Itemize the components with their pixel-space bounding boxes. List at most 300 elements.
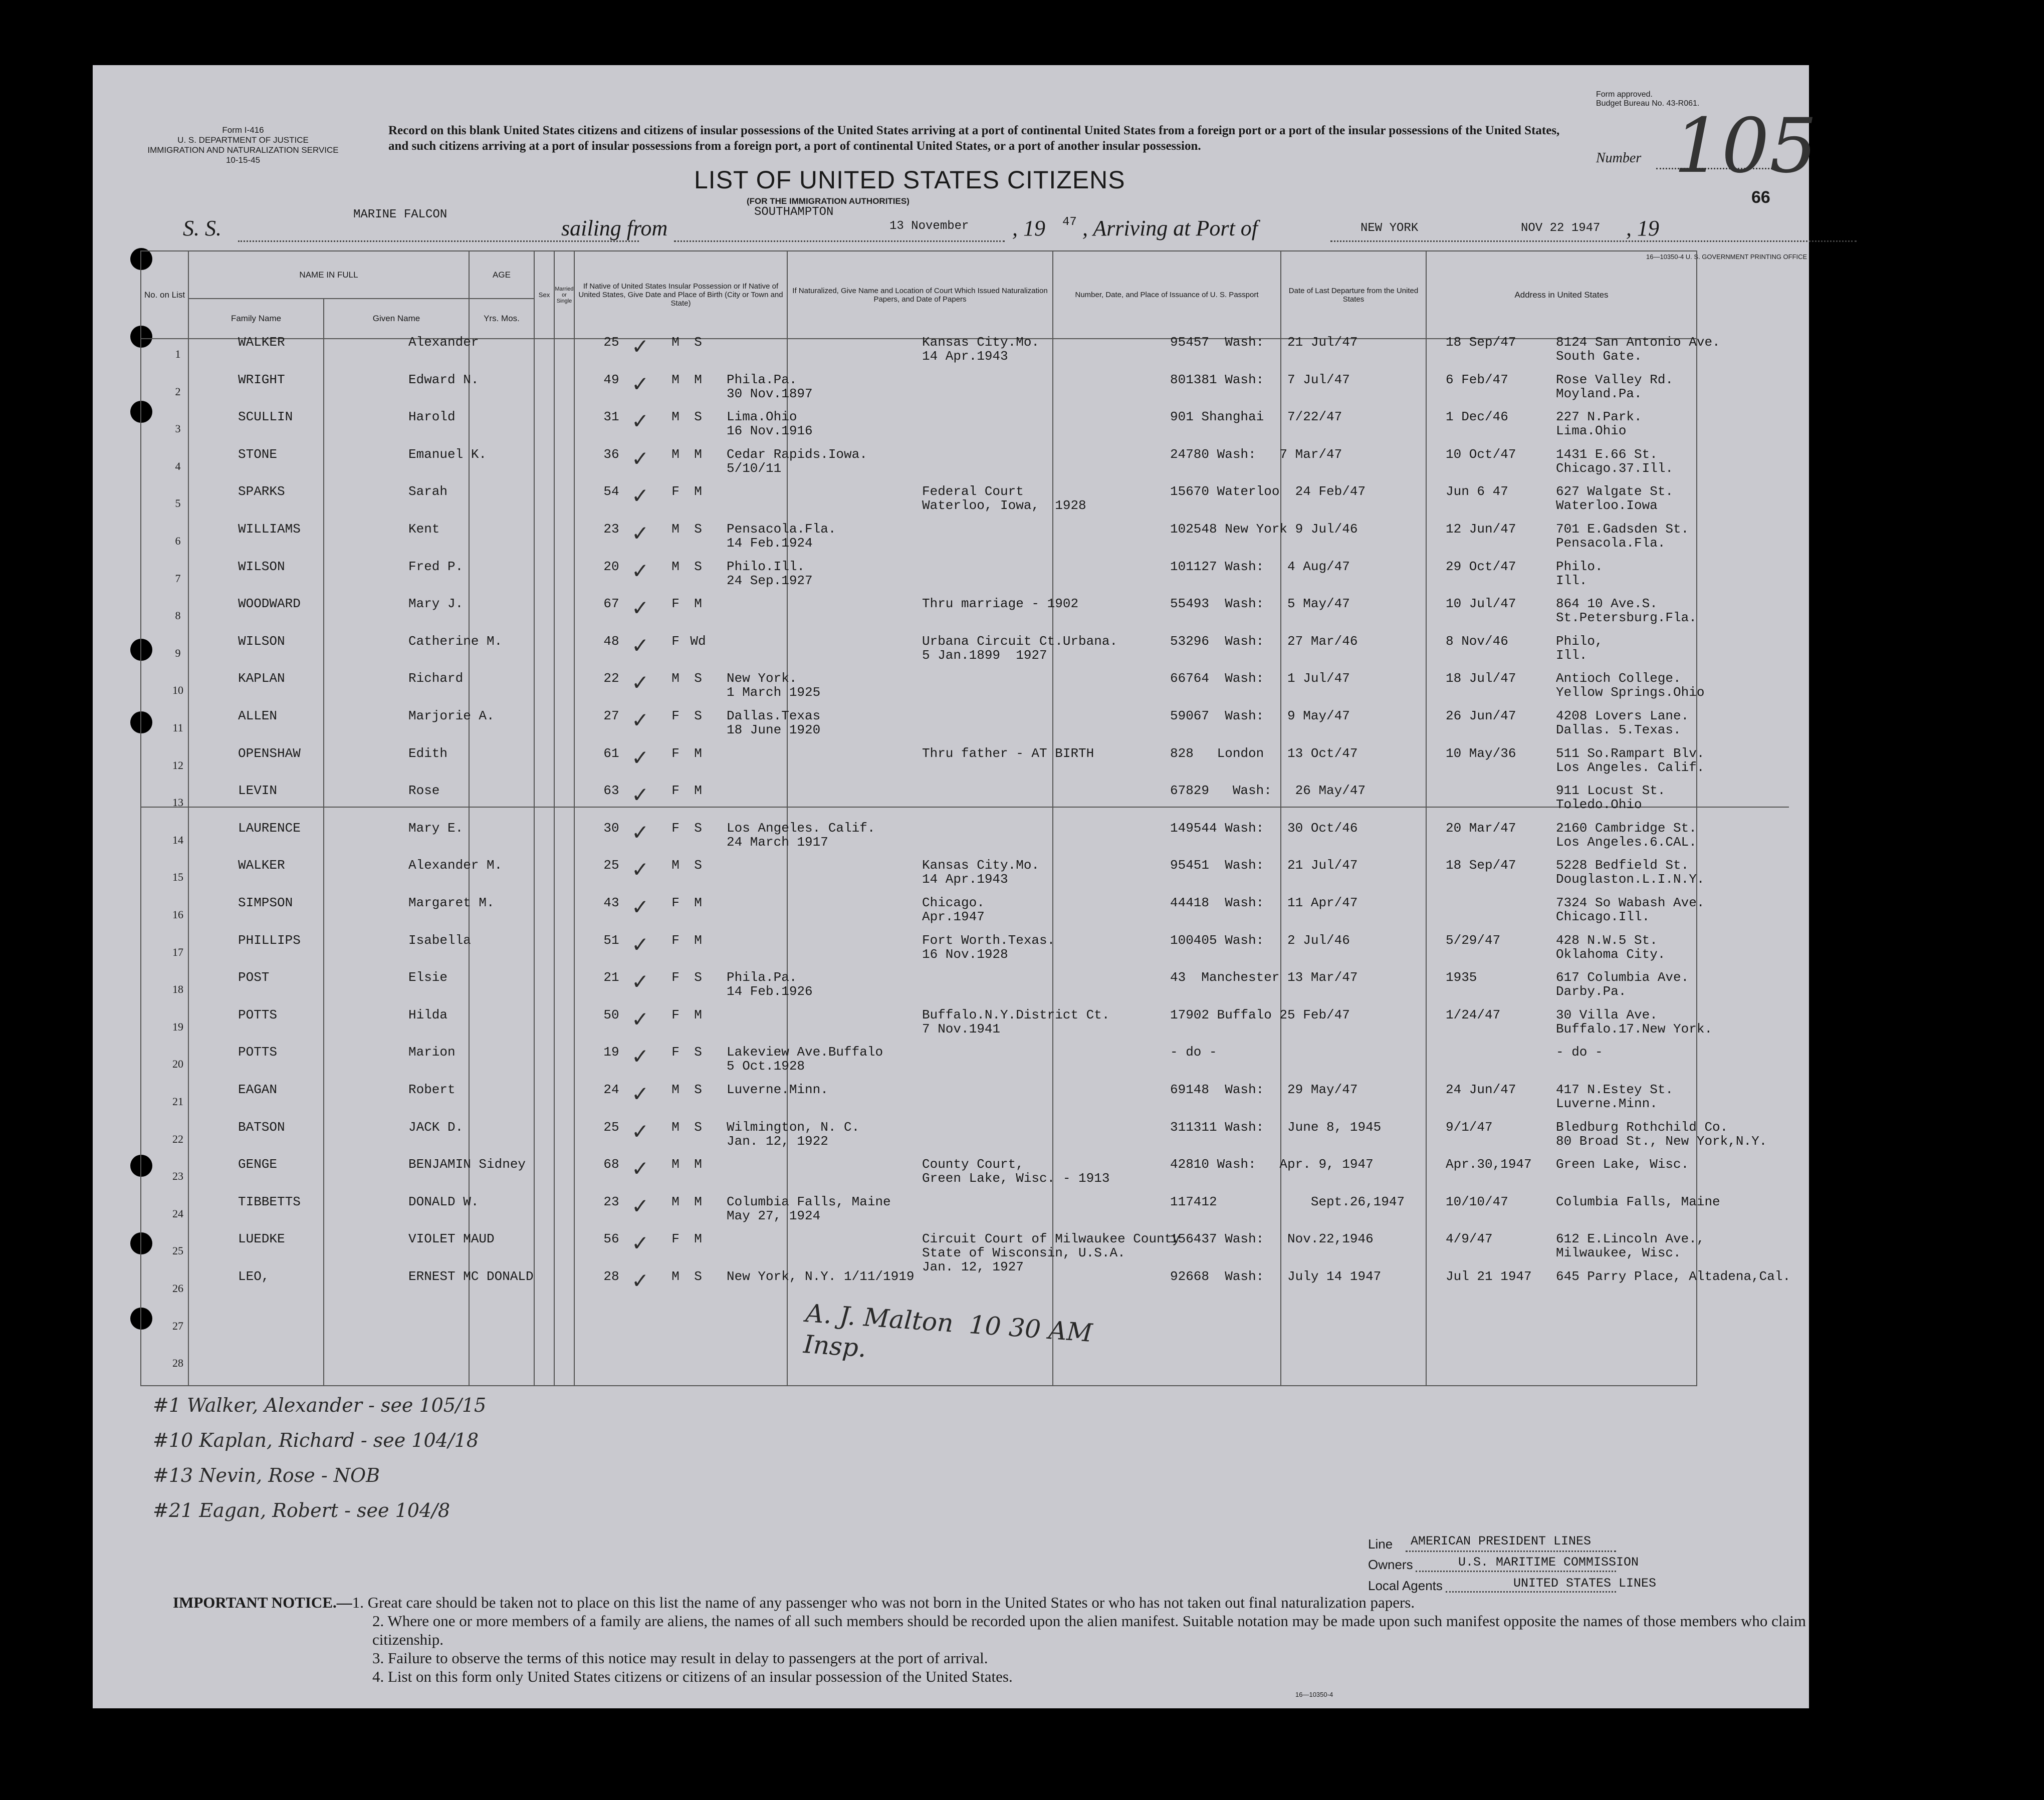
cell-passport: 95457 Wash: 21 Jul/47 bbox=[1170, 335, 1358, 350]
cell-sex: M bbox=[671, 446, 679, 462]
cell-ms: M bbox=[694, 895, 702, 910]
form-date: 10-15-45 bbox=[225, 155, 261, 165]
cell-sex: F bbox=[671, 970, 679, 985]
cell-given: Marion bbox=[408, 1045, 456, 1060]
list-number: 105 bbox=[1674, 103, 1818, 190]
cell-passport: 101127 Wash: 4 Aug/47 bbox=[1170, 559, 1350, 574]
cell-family: LUEDKE bbox=[238, 1231, 285, 1247]
cell-family: WALKER bbox=[238, 858, 285, 873]
col-age: AGE bbox=[469, 251, 534, 299]
cell-age: 49 bbox=[603, 372, 619, 387]
cell-birth: New York. 1 March 1925 bbox=[727, 671, 821, 700]
cell-dep: 1 Dec/46 bbox=[1446, 409, 1508, 425]
cell-age: 30 bbox=[603, 820, 619, 836]
cell-addr: 30 Villa Ave. Buffalo.17.New York. bbox=[1556, 1007, 1713, 1037]
col-sex: Sex bbox=[534, 251, 554, 339]
cell-sex: F bbox=[671, 1231, 679, 1247]
arriving-label: , Arriving at Port of bbox=[1082, 216, 1258, 240]
cell-given: Catherine M. bbox=[408, 633, 503, 649]
cell-addr: Columbia Falls, Maine bbox=[1556, 1194, 1720, 1209]
col-departure: Date of Last Departure from the United States bbox=[1281, 251, 1426, 339]
cell-nat: Thru marriage - 1902 bbox=[922, 596, 1079, 612]
cell-family: PHILLIPS bbox=[238, 932, 301, 948]
cell-ms: S bbox=[694, 522, 702, 537]
cell-nat: Kansas City.Mo. 14 Apr.1943 bbox=[922, 858, 1040, 887]
cell-passport: 53296 Wash: 27 Mar/46 bbox=[1170, 633, 1358, 649]
page-title: LIST OF UNITED STATES CITIZENS bbox=[694, 166, 1125, 194]
cell-family: WOODWARD bbox=[238, 596, 301, 612]
cell-given: Elsie bbox=[408, 970, 448, 985]
port-from: SOUTHAMPTON bbox=[754, 205, 834, 219]
line-value: AMERICAN PRESIDENT LINES bbox=[1411, 1534, 1592, 1549]
sailing-from-label: sailing from bbox=[561, 216, 668, 240]
year-label: , 19 bbox=[1012, 216, 1045, 240]
cell-nat: Kansas City.Mo. 14 Apr.1943 bbox=[922, 335, 1040, 364]
cell-sex: F bbox=[671, 708, 679, 723]
margin-note: #10 Kaplan, Richard - see 104/18 bbox=[153, 1429, 479, 1451]
ship-name: MARINE FALCON bbox=[353, 208, 447, 221]
cell-given: Mary J. bbox=[408, 596, 464, 612]
cell-given: Alexander bbox=[408, 335, 479, 350]
cell-age: 25 bbox=[603, 1119, 619, 1135]
col-native: If Native of United States Insular Possession or If Native of United States, Give Date and Place of Birth (City or Town and State) bbox=[574, 251, 787, 339]
cell-ms: M bbox=[694, 745, 702, 761]
cell-birth: Dallas.Texas 18 June 1920 bbox=[727, 708, 821, 737]
check-mark-icon: ✓ bbox=[631, 334, 649, 359]
inspector-signature: A. J. Malton 10 30 AM Insp. bbox=[802, 1299, 1093, 1363]
col-no: No. on List bbox=[141, 251, 188, 339]
cell-addr: 5228 Bedfield St. Douglaston.L.I.N.Y. bbox=[1556, 858, 1705, 887]
check-mark-icon: ✓ bbox=[631, 446, 649, 471]
cell-ms: S bbox=[694, 1269, 702, 1284]
cell-passport: 55493 Wash: 5 May/47 bbox=[1170, 596, 1350, 612]
check-mark-icon: ✓ bbox=[631, 783, 649, 808]
cell-addr: 612 E.Lincoln Ave., Milwaukee, Wisc. bbox=[1556, 1231, 1705, 1261]
cell-sex: F bbox=[671, 596, 679, 612]
cell-age: 68 bbox=[603, 1157, 619, 1172]
notice-heading: IMPORTANT NOTICE.— bbox=[173, 1594, 352, 1611]
department-name: U. S. DEPARTMENT OF JUSTICE bbox=[177, 135, 309, 145]
margin-notes bbox=[153, 1388, 486, 1528]
cell-passport: 95451 Wash: 21 Jul/47 bbox=[1170, 858, 1358, 873]
cell-addr: Antioch College. Yellow Springs.Ohio bbox=[1556, 671, 1705, 700]
cell-sex: M bbox=[671, 522, 679, 537]
check-mark-icon: ✓ bbox=[631, 1082, 649, 1106]
cell-no: 21 bbox=[172, 1095, 183, 1108]
cell-ms: S bbox=[694, 1119, 702, 1135]
cell-family: ALLEN bbox=[238, 708, 278, 723]
check-mark-icon: ✓ bbox=[631, 1268, 649, 1293]
notice-item: 3. Failure to observe the terms of this notice may result in delay to passengers at the port of arrival. bbox=[372, 1649, 988, 1667]
cell-dep: 12 Jun/47 bbox=[1446, 522, 1516, 537]
cell-family: WRIGHT bbox=[238, 372, 285, 387]
cell-dep: 29 Oct/47 bbox=[1446, 559, 1516, 574]
cell-ms: M bbox=[694, 484, 702, 499]
cell-passport: 24780 Wash: 7 Mar/47 bbox=[1170, 446, 1342, 462]
cell-age: 25 bbox=[603, 335, 619, 350]
check-mark-icon: ✓ bbox=[631, 1193, 649, 1218]
cell-age: 23 bbox=[603, 522, 619, 537]
cell-age: 43 bbox=[603, 895, 619, 910]
cell-no: 6 bbox=[175, 535, 181, 547]
cell-ms: M bbox=[694, 1194, 702, 1209]
cell-addr: 627 Walgate St. Waterloo.Iowa bbox=[1556, 484, 1674, 513]
cell-passport: 801381 Wash: 7 Jul/47 bbox=[1170, 372, 1350, 387]
cell-sex: F bbox=[671, 1045, 679, 1060]
owners-label: Owners bbox=[1368, 1557, 1413, 1572]
cell-passport: 43 Manchester 13 Mar/47 bbox=[1170, 970, 1358, 985]
cell-no: 11 bbox=[172, 721, 183, 734]
check-mark-icon: ✓ bbox=[631, 483, 649, 508]
cell-addr: Rose Valley Rd. Moyland.Pa. bbox=[1556, 372, 1674, 401]
cell-dep: 10/10/47 bbox=[1446, 1194, 1508, 1209]
check-mark-icon: ✓ bbox=[631, 857, 649, 882]
cell-dep: 9/1/47 bbox=[1446, 1119, 1493, 1135]
departure-date: 13 November bbox=[889, 219, 969, 233]
page-subtitle: (FOR THE IMMIGRATION AUTHORITIES) bbox=[747, 196, 910, 206]
check-mark-icon: ✓ bbox=[631, 409, 649, 434]
cell-birth: Phila.Pa. 14 Feb.1926 bbox=[727, 970, 813, 999]
cell-family: LEVIN bbox=[238, 783, 278, 799]
cell-passport: 92668 Wash: July 14 1947 bbox=[1170, 1269, 1382, 1284]
cell-addr: 4208 Lovers Lane. Dallas. 5.Texas. bbox=[1556, 708, 1689, 737]
port-to: NEW YORK bbox=[1360, 221, 1419, 235]
important-notice bbox=[173, 1593, 1816, 1686]
cell-birth: Lakeview Ave.Buffalo 5 Oct.1928 bbox=[727, 1045, 883, 1074]
cell-sex: M bbox=[671, 1157, 679, 1172]
manifest-sheet bbox=[93, 65, 1818, 1708]
cell-age: 22 bbox=[603, 671, 619, 686]
cell-passport: 149544 Wash: 30 Oct/46 bbox=[1170, 820, 1358, 836]
cell-ms: S bbox=[694, 858, 702, 873]
cell-ms: S bbox=[694, 1045, 702, 1060]
col-yrs-mos: Yrs. Mos. bbox=[469, 299, 534, 339]
cell-given: Hilda bbox=[408, 1007, 448, 1022]
cell-family: SPARKS bbox=[238, 484, 285, 499]
col-name-in-full: NAME IN FULL bbox=[188, 251, 469, 299]
cell-dep: Jul 21 1947 bbox=[1446, 1269, 1532, 1284]
cell-no: 26 bbox=[172, 1282, 183, 1295]
cell-birth: Luverne.Minn. bbox=[727, 1082, 828, 1097]
cell-nat: Urbana Circuit Ct.Urbana. 5 Jan.1899 1927 bbox=[922, 633, 1118, 663]
check-mark-icon: ✓ bbox=[631, 932, 649, 957]
cell-given: JACK D. bbox=[408, 1119, 464, 1135]
cell-no: 27 bbox=[172, 1319, 183, 1332]
cell-family: SIMPSON bbox=[238, 895, 293, 910]
cell-birth: Phila.Pa. 30 Nov.1897 bbox=[727, 372, 813, 401]
cell-sex: F bbox=[671, 1007, 679, 1022]
cell-birth: Wilmington, N. C. Jan. 12, 1922 bbox=[727, 1119, 860, 1149]
cell-no: 28 bbox=[172, 1357, 183, 1370]
cell-addr: 2160 Cambridge St. Los Angeles.6.CAL. bbox=[1556, 820, 1697, 850]
service-name: IMMIGRATION AND NATURALIZATION SERVICE bbox=[147, 145, 339, 155]
cell-no: 5 bbox=[175, 497, 181, 510]
cell-nat: Circuit Court of Milwaukee County State of Wisconsin, U.S.A. Jan. 12, 1927 bbox=[922, 1231, 1180, 1275]
col-family-name: Family Name bbox=[188, 299, 324, 339]
budget-bureau-line: Budget Bureau No. 43-R061. bbox=[1596, 99, 1700, 108]
cell-addr: Bledburg Rothchild Co. 80 Broad St., New York,N.Y. bbox=[1556, 1119, 1767, 1149]
cell-given: Isabella bbox=[408, 932, 471, 948]
cell-given: Edith bbox=[408, 745, 448, 761]
cell-given: BENJAMIN Sidney bbox=[408, 1157, 526, 1172]
cell-no: 9 bbox=[175, 646, 181, 659]
check-mark-icon: ✓ bbox=[631, 895, 649, 919]
cell-addr: 8124 San Antonio Ave. South Gate. bbox=[1556, 335, 1720, 364]
passenger-rows bbox=[93, 334, 1809, 1390]
cell-age: 31 bbox=[603, 409, 619, 425]
cell-passport: 66764 Wash: 1 Jul/47 bbox=[1170, 671, 1350, 686]
cell-no: 17 bbox=[172, 945, 183, 958]
cell-age: 19 bbox=[603, 1045, 619, 1060]
cell-passport: 44418 Wash: 11 Apr/47 bbox=[1170, 895, 1358, 910]
cell-age: 51 bbox=[603, 932, 619, 948]
margin-note: #13 Nevin, Rose - NOB bbox=[153, 1464, 380, 1486]
cell-no: 18 bbox=[172, 983, 183, 996]
cell-passport: 828 London 13 Oct/47 bbox=[1170, 745, 1358, 761]
line-label: Line bbox=[1368, 1536, 1393, 1552]
cell-ms: S bbox=[694, 708, 702, 723]
cell-dep: 26 Jun/47 bbox=[1446, 708, 1516, 723]
cell-given: Fred P. bbox=[408, 559, 464, 574]
cell-ms: S bbox=[694, 820, 702, 836]
cell-sex: M bbox=[671, 1082, 679, 1097]
cell-nat: Fort Worth.Texas. 16 Nov.1928 bbox=[922, 932, 1055, 962]
cell-nat: County Court, Green Lake, Wisc. - 1913 bbox=[922, 1157, 1110, 1186]
check-mark-icon: ✓ bbox=[631, 969, 649, 994]
cell-no: 12 bbox=[172, 758, 183, 772]
cell-given: Harold bbox=[408, 409, 456, 425]
local-agents-label: Local Agents bbox=[1368, 1578, 1443, 1593]
col-given-name: Given Name bbox=[324, 299, 469, 339]
check-mark-icon: ✓ bbox=[631, 521, 649, 546]
cell-ms: M bbox=[694, 372, 702, 387]
cell-family: WALKER bbox=[238, 335, 285, 350]
cell-ms: Wd bbox=[690, 633, 706, 649]
cell-given: Richard bbox=[408, 671, 464, 686]
cell-family: GENGE bbox=[238, 1157, 278, 1172]
cell-addr: 645 Parry Place, Altadena,Cal. bbox=[1556, 1269, 1791, 1284]
cell-nat: Thru father - AT BIRTH bbox=[922, 745, 1094, 761]
form-approved-line: Form approved. bbox=[1596, 90, 1653, 99]
cell-ms: M bbox=[694, 1231, 702, 1247]
cell-family: WILSON bbox=[238, 633, 285, 649]
cell-passport: 15670 Waterloo 24 Feb/47 bbox=[1170, 484, 1366, 499]
cell-sex: M bbox=[671, 1119, 679, 1135]
cell-sex: M bbox=[671, 1269, 679, 1284]
cell-age: 28 bbox=[603, 1269, 619, 1284]
cell-birth: Pensacola.Fla. 14 Feb.1924 bbox=[727, 522, 836, 551]
cell-sex: F bbox=[671, 783, 679, 799]
cell-sex: M bbox=[671, 1194, 679, 1209]
cell-age: 54 bbox=[603, 484, 619, 499]
cell-ms: M bbox=[694, 1007, 702, 1022]
check-mark-icon: ✓ bbox=[631, 1156, 649, 1181]
cell-passport: 42810 Wash: Apr. 9, 1947 bbox=[1170, 1157, 1374, 1172]
cell-given: DONALD W. bbox=[408, 1194, 479, 1209]
cell-given: ERNEST MC DONALD bbox=[408, 1269, 534, 1284]
cell-given: Robert bbox=[408, 1082, 456, 1097]
cell-ms: S bbox=[694, 671, 702, 686]
check-mark-icon: ✓ bbox=[631, 670, 649, 695]
check-mark-icon: ✓ bbox=[631, 1006, 649, 1032]
check-mark-icon: ✓ bbox=[631, 558, 649, 583]
cell-addr: 7324 So Wabash Ave. Chicago.Ill. bbox=[1556, 895, 1705, 924]
cell-sex: F bbox=[671, 820, 679, 836]
notice-item: 2. Where one or more members of a family are aliens, the names of all such members should be recorded upon the alien manifest. Suitable notation may be made upon such manifest opposite the names of those members who claim citizenship. bbox=[372, 1612, 1806, 1648]
cell-family: BATSON bbox=[238, 1119, 285, 1135]
cell-age: 24 bbox=[603, 1082, 619, 1097]
cell-age: 20 bbox=[603, 559, 619, 574]
cell-dep: 8 Nov/46 bbox=[1446, 633, 1508, 649]
cell-dep: 24 Jun/47 bbox=[1446, 1082, 1516, 1097]
cell-passport: 69148 Wash: 29 May/47 bbox=[1170, 1082, 1358, 1097]
notice-item: 4. List on this form only United States citizens or citizens of an insular possession of the United States. bbox=[372, 1668, 1013, 1685]
cell-sex: F bbox=[671, 895, 679, 910]
cell-age: 63 bbox=[603, 783, 619, 799]
cell-family: WILSON bbox=[238, 559, 285, 574]
cell-passport: 156437 Wash: Nov.22,1946 bbox=[1170, 1231, 1374, 1247]
cell-age: 21 bbox=[603, 970, 619, 985]
check-mark-icon: ✓ bbox=[631, 596, 649, 621]
cell-no: 4 bbox=[175, 459, 181, 472]
check-mark-icon: ✓ bbox=[631, 1231, 649, 1256]
check-mark-icon: ✓ bbox=[631, 745, 649, 770]
cell-ms: S bbox=[694, 559, 702, 574]
col-address: Address in United States bbox=[1426, 251, 1697, 339]
cell-passport: 59067 Wash: 9 May/47 bbox=[1170, 708, 1350, 723]
cell-sex: M bbox=[671, 372, 679, 387]
cell-no: 8 bbox=[175, 609, 181, 622]
cell-addr: Green Lake, Wisc. bbox=[1556, 1157, 1689, 1172]
form-department-block bbox=[138, 125, 348, 165]
cell-no: 16 bbox=[172, 908, 183, 921]
cell-addr: 428 N.W.5 St. Oklahoma City. bbox=[1556, 932, 1666, 962]
cell-family: WILLIAMS bbox=[238, 522, 301, 537]
cell-sex: M bbox=[671, 409, 679, 425]
cell-given: Rose bbox=[408, 783, 440, 799]
check-mark-icon: ✓ bbox=[631, 1044, 649, 1069]
cell-family: TIBBETTS bbox=[238, 1194, 301, 1209]
cell-birth: Columbia Falls, Maine May 27, 1924 bbox=[727, 1194, 891, 1223]
cell-birth: New York, N.Y. 1/11/1919 bbox=[727, 1269, 915, 1284]
cell-no: 1 bbox=[175, 348, 181, 360]
cell-passport: 102548 New York 9 Jul/46 bbox=[1170, 522, 1358, 537]
cell-dep: 20 Mar/47 bbox=[1446, 820, 1516, 836]
cell-no: 13 bbox=[172, 796, 183, 809]
cell-no: 25 bbox=[172, 1244, 183, 1257]
cell-dep: 4/9/47 bbox=[1446, 1231, 1493, 1247]
cell-no: 20 bbox=[172, 1058, 183, 1071]
cell-ms: S bbox=[694, 409, 702, 425]
arrival-date: NOV 22 1947 bbox=[1521, 221, 1601, 235]
year2-label: , 19 bbox=[1626, 216, 1659, 240]
cell-family: EAGAN bbox=[238, 1082, 278, 1097]
cell-addr: 227 N.Park. Lima.Ohio bbox=[1556, 409, 1642, 439]
cell-no: 7 bbox=[175, 572, 181, 585]
cell-passport: - do - bbox=[1170, 1045, 1217, 1060]
year-value: 47 bbox=[1062, 215, 1077, 229]
cell-no: 15 bbox=[172, 871, 183, 884]
cell-age: 67 bbox=[603, 596, 619, 612]
cell-family: POTTS bbox=[238, 1007, 278, 1022]
cell-sex: F bbox=[671, 484, 679, 499]
cell-addr: - do - bbox=[1556, 1045, 1603, 1060]
cell-addr: Philo, Ill. bbox=[1556, 633, 1603, 663]
cell-addr: Philo. Ill. bbox=[1556, 559, 1603, 588]
cell-age: 23 bbox=[603, 1194, 619, 1209]
cell-ms: M bbox=[694, 1157, 702, 1172]
cell-sex: F bbox=[671, 633, 679, 649]
cell-family: LEO, bbox=[238, 1269, 270, 1284]
owners-value: U.S. MARITIME COMMISSION bbox=[1458, 1555, 1639, 1570]
cell-age: 50 bbox=[603, 1007, 619, 1022]
cell-ms: M bbox=[694, 446, 702, 462]
cell-addr: 417 N.Estey St. Luverne.Minn. bbox=[1556, 1082, 1674, 1111]
cell-given: Emanuel K. bbox=[408, 446, 487, 462]
col-passport: Number, Date, and Place of Issuance of U. S. Passport bbox=[1053, 251, 1281, 339]
margin-note: #1 Walker, Alexander - see 105/15 bbox=[153, 1394, 487, 1416]
cell-family: SCULLIN bbox=[238, 409, 293, 425]
cell-birth: Lima.Ohio 16 Nov.1916 bbox=[727, 409, 813, 439]
cell-no: 2 bbox=[175, 385, 181, 398]
cell-addr: 617 Columbia Ave. Darby.Pa. bbox=[1556, 970, 1689, 999]
record-instructions: Record on this blank United States citizens and citizens of insular possessions of the United States arriving at a port of continental United States from a foreign port or a port of the insular possessions of the United States, and such citizens arriving at a port of insular possessions from a foreign port, a port of continental United States, or a port of another insular possession. bbox=[388, 124, 1560, 153]
local-agents-value: UNITED STATES LINES bbox=[1513, 1576, 1657, 1591]
cell-ms: M bbox=[694, 783, 702, 799]
margin-note: #21 Eagan, Robert - see 104/8 bbox=[153, 1499, 450, 1521]
cell-sex: M bbox=[671, 858, 679, 873]
cell-dep: 1935 bbox=[1446, 970, 1477, 985]
number-label: Number bbox=[1596, 150, 1642, 166]
cell-dep: 10 Jul/47 bbox=[1446, 596, 1516, 612]
cell-given: Marjorie A. bbox=[408, 708, 495, 723]
cell-ms: S bbox=[694, 335, 702, 350]
cell-age: 48 bbox=[603, 633, 619, 649]
cell-addr: 911 Locust St. Toledo.Ohio bbox=[1556, 783, 1666, 813]
cell-dep: 1/24/47 bbox=[1446, 1007, 1501, 1022]
cell-birth: Cedar Rapids.Iowa. 5/10/11 bbox=[727, 446, 867, 476]
cell-ms: M bbox=[694, 596, 702, 612]
check-mark-icon: ✓ bbox=[631, 820, 649, 845]
cell-sex: F bbox=[671, 932, 679, 948]
cell-passport: 117412 Sept.26,1947 bbox=[1170, 1194, 1405, 1209]
cell-no: 3 bbox=[175, 422, 181, 435]
check-mark-icon: ✓ bbox=[631, 708, 649, 732]
cell-given: Alexander M. bbox=[408, 858, 503, 873]
cell-age: 25 bbox=[603, 858, 619, 873]
cell-nat: Federal Court Waterloo, Iowa, 1928 bbox=[922, 484, 1086, 513]
cell-family: KAPLAN bbox=[238, 671, 285, 686]
cell-sex: M bbox=[671, 671, 679, 686]
notice-item: 1. Great care should be taken not to place on this list the name of any passenger who was not born in the United States or who has not taken out final naturalization papers. bbox=[352, 1594, 1415, 1611]
cell-given: Edward N. bbox=[408, 372, 479, 387]
page-code: 66 bbox=[1751, 188, 1770, 207]
cell-age: 61 bbox=[603, 745, 619, 761]
cell-no: 19 bbox=[172, 1020, 183, 1033]
cell-given: Margaret M. bbox=[408, 895, 495, 910]
footer-code: 16—10350-4 bbox=[1295, 1691, 1333, 1698]
cell-given: VIOLET MAUD bbox=[408, 1231, 495, 1247]
cell-dep: 10 May/36 bbox=[1446, 745, 1516, 761]
cell-passport: 311311 Wash: June 8, 1945 bbox=[1170, 1119, 1382, 1135]
cell-addr: 701 E.Gadsden St. Pensacola.Fla. bbox=[1556, 522, 1689, 551]
cell-age: 36 bbox=[603, 446, 619, 462]
cell-nat: Chicago. Apr.1947 bbox=[922, 895, 985, 924]
cell-addr: 1431 E.66 St. Chicago.37.Ill. bbox=[1556, 446, 1674, 476]
cell-given: Mary E. bbox=[408, 820, 464, 836]
cell-sex: M bbox=[671, 335, 679, 350]
cell-age: 56 bbox=[603, 1231, 619, 1247]
